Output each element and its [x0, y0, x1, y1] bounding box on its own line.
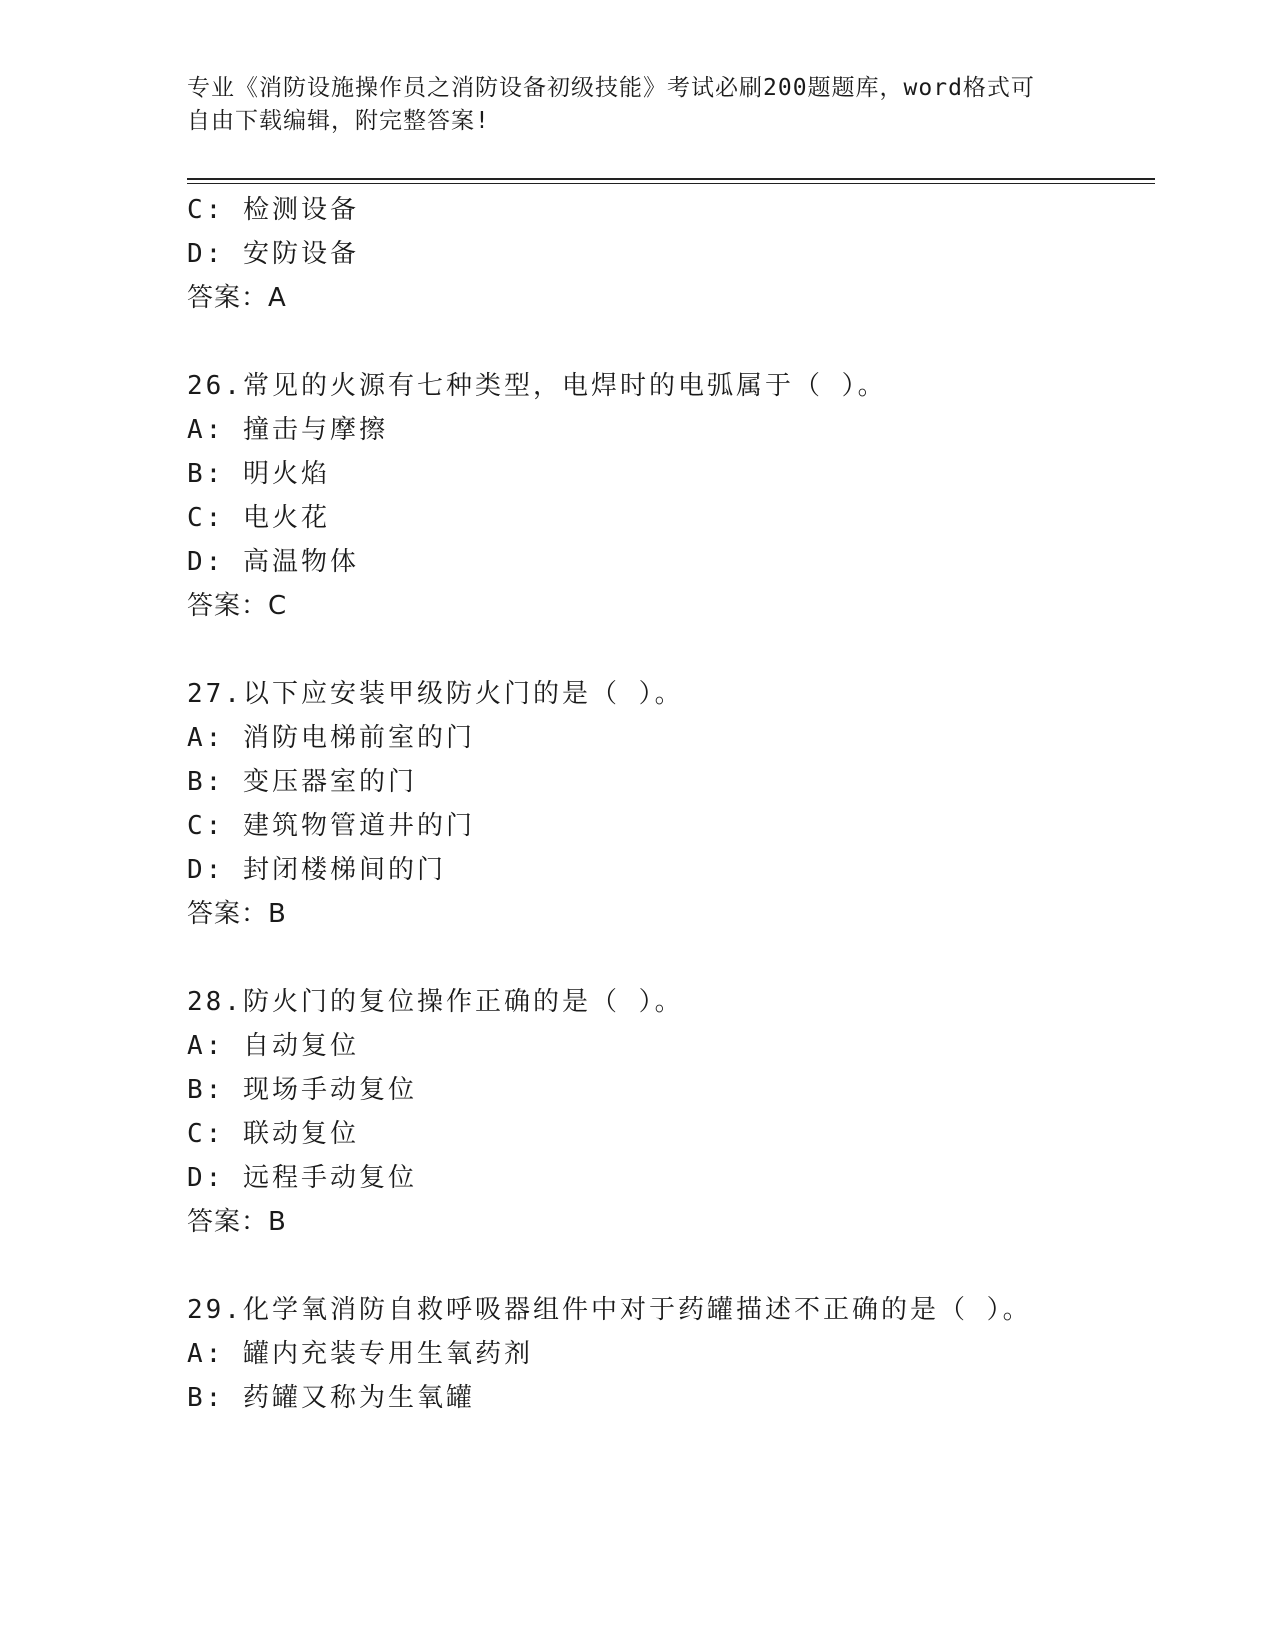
option-d: D: 封闭楼梯间的门: [187, 855, 446, 885]
option-c: C: 联动复位: [187, 1119, 359, 1149]
option-c: C: 建筑物管道井的门: [187, 811, 475, 841]
option-c: C: 检测设备: [187, 195, 359, 225]
option-c: C: 电火花: [187, 503, 330, 533]
document-header: [187, 72, 1067, 138]
answer: 答案：B: [187, 1207, 287, 1237]
header-line-1: 专业《消防设施操作员之消防设备初级技能》考试必刷200题题库，word格式可: [187, 75, 1035, 101]
answer: 答案：A: [187, 283, 287, 313]
question-stem: 27.以下应安装甲级防火门的是（ ）。: [187, 679, 684, 709]
header-line-2: 自由下载编辑，附完整答案!: [187, 108, 490, 134]
answer: 答案：C: [187, 591, 288, 621]
option-d: D: 高温物体: [187, 547, 359, 577]
option-b: B: 药罐又称为生氧罐: [187, 1383, 475, 1413]
option-b: B: 现场手动复位: [187, 1075, 417, 1105]
option-a: A: 消防电梯前室的门: [187, 723, 475, 753]
question-stem: 28.防火门的复位操作正确的是（ ）。: [187, 987, 684, 1017]
option-d: D: 安防设备: [187, 239, 359, 269]
option-a: A: 自动复位: [187, 1031, 359, 1061]
header-divider: [187, 178, 1155, 184]
question-stem: 26.常见的火源有七种类型，电焊时的电弧属于（ ）。: [187, 371, 887, 401]
option-a: A: 撞击与摩擦: [187, 415, 388, 445]
option-b: B: 明火焰: [187, 459, 330, 489]
answer: 答案：B: [187, 899, 287, 929]
question-stem: 29.化学氧消防自救呼吸器组件中对于药罐描述不正确的是（ ）。: [187, 1295, 1032, 1325]
option-d: D: 远程手动复位: [187, 1163, 417, 1193]
option-a: A: 罐内充装专用生氧药剂: [187, 1339, 533, 1369]
option-b: B: 变压器室的门: [187, 767, 417, 797]
